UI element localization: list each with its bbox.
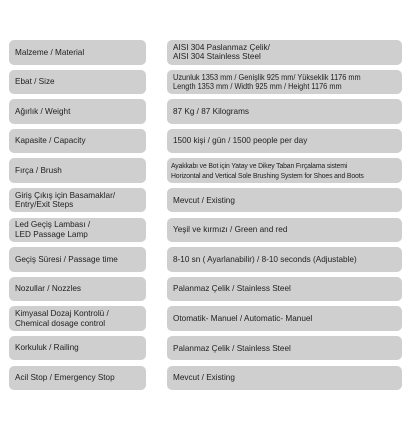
spec-value [167,306,402,331]
spec-label [9,40,146,65]
spec-row-passage-time [9,247,402,272]
spec-label [9,336,146,361]
spec-label [9,366,146,391]
spec-label-line: Korkuluk / Railing [15,343,79,353]
spec-label-line: Kimyasal Dozaj Kontrolü / [15,309,109,319]
spec-value [167,218,402,243]
spec-value [167,70,402,95]
spec-label-line: Entry/Exit Steps [15,200,74,210]
spec-value [167,40,402,65]
spec-value-line: Mevcut / Existing [173,373,235,383]
spec-value [167,277,402,302]
spec-value-line: Otomatik- Manuel / Automatic- Manuel [173,313,313,323]
spec-value [167,336,402,361]
spec-row-material [9,40,402,65]
spec-value-line: 1500 kişi / gün / 1500 people per day [173,136,308,146]
spec-label [9,277,146,302]
spec-label-line: Led Geçiş Lambası / [15,220,91,230]
spec-value [167,366,402,391]
spec-row-emergency-stop [9,366,402,391]
spec-row-steps [9,188,402,213]
spec-label [9,99,146,124]
spec-row-brush [9,158,402,183]
spec-value-line: AISI 304 Stainless Steel [173,52,261,62]
spec-label-line: Giriş Çıkış için Basamaklar/ [15,190,116,200]
spec-value-line: 87 Kg / 87 Kilograms [173,106,250,116]
spec-value-line: AISI 304 Paslanmaz Çelik/ [173,43,270,53]
spec-label-line: Nozullar / Nozzles [15,284,81,294]
spec-row-size [9,70,402,95]
spec-label-line: Ağırlık / Weight [15,106,71,116]
spec-label-line: Chemical dosage control [15,318,106,328]
spec-value-line: Mevcut / Existing [173,195,235,205]
spec-row-weight [9,99,402,124]
spec-value [167,158,402,183]
spec-value-line: Palanmaz Çelik / Stainless Steel [173,343,291,353]
spec-value-line: Uzunluk 1353 mm / Genişlik 925 mm/ Yükseklik 1176 mm [173,72,361,82]
spec-row-nozzles [9,277,402,302]
spec-value [167,129,402,154]
spec-label [9,70,146,95]
spec-label [9,188,146,213]
spec-label [9,158,146,183]
spec-value-line: Length 1353 mm / Width 925 mm / Height 1176 mm [173,81,342,91]
spec-row-chemical-dosage [9,306,402,331]
spec-value-line: Palanmaz Çelik / Stainless Steel [173,284,291,294]
spec-row-railing [9,336,402,361]
spec-value [167,188,402,213]
spec-label-line: Acil Stop / Emergency Stop [15,373,115,383]
spec-row-led-lamp [9,218,402,243]
spec-value-line: Ayakkabı ve Bot için Yatay ve Dikey Taban Fırçalama sistemi [171,161,348,171]
spec-value-line: Yeşil ve kırmızı / Green and red [173,225,288,235]
spec-label [9,218,146,243]
spec-label-line: Kapasite / Capacity [15,136,86,146]
spec-label-line: LED Passage Lamp [15,229,88,239]
spec-row-capacity [9,129,402,154]
spec-label-line: Fırça / Brush [15,165,62,175]
spec-label-line: Geçiş Süresi / Passage time [15,254,118,264]
spec-label-line: Ebat / Size [15,77,55,87]
spec-value-line: Horizontal and Vertical Sole Brushing System for Shoes and Boots [171,170,364,180]
spec-label [9,306,146,331]
spec-table [9,40,402,395]
spec-label-line: Malzeme / Material [15,47,85,57]
spec-value [167,99,402,124]
spec-value-line: 8-10 sn ( Ayarlanabilir) / 8-10 seconds (Adjustable) [173,254,357,264]
spec-value [167,247,402,272]
spec-label [9,247,146,272]
spec-label [9,129,146,154]
